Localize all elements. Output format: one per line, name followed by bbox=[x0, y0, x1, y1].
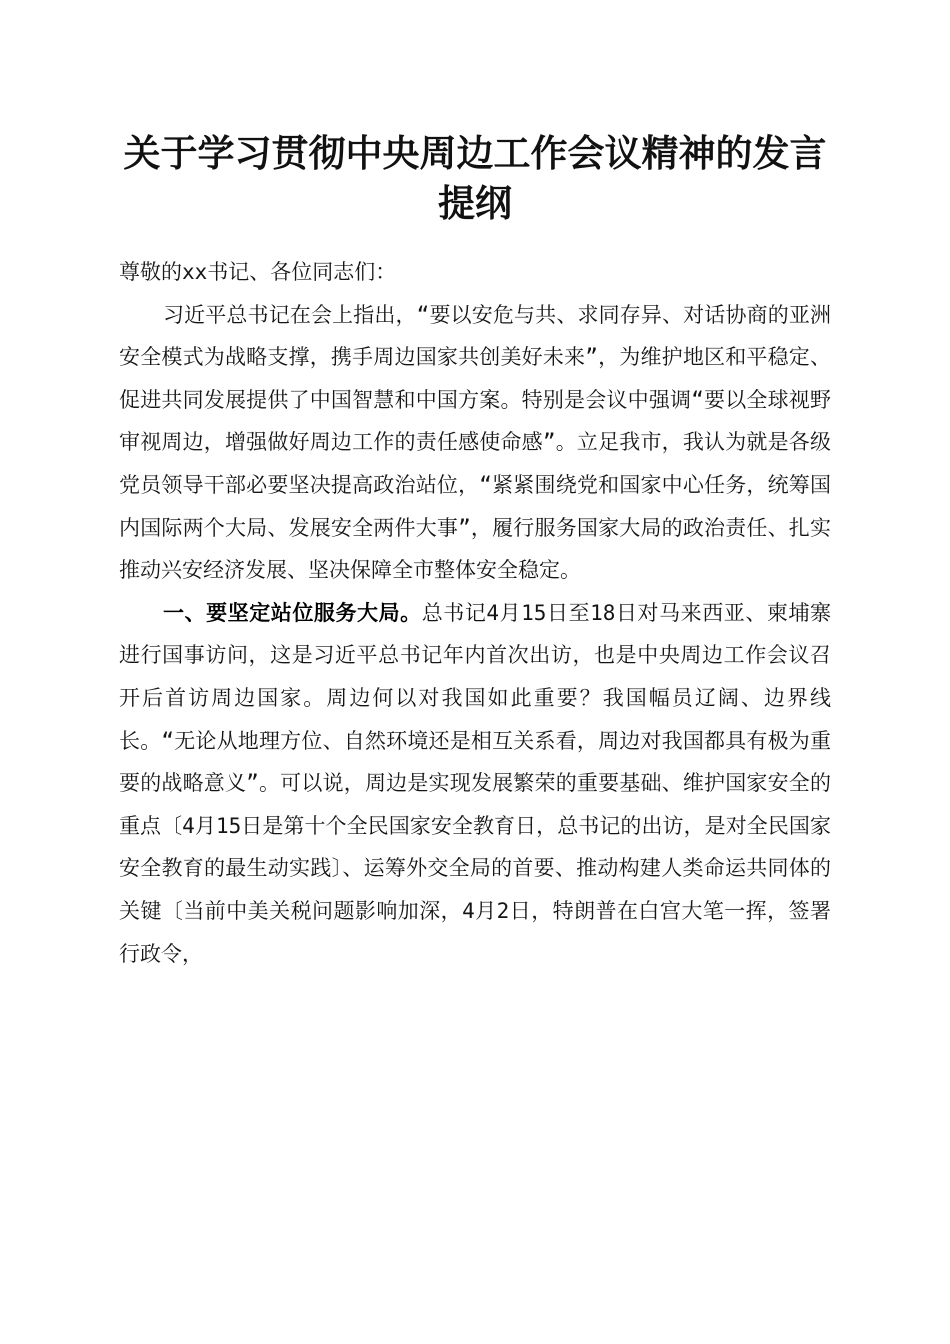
salutation: 尊敬的xx书记、各位同志们： bbox=[119, 260, 397, 284]
section-1-text: 总书记4月15日至18日对马来西亚、柬埔寨进行国事访问，这是习近平总书记年内首次出访，也是中央周边工作会议召开后首访周边国家。周边何以对我国如此重要？我国幅员辽阔、边界线长。“无论从地理方位、自然环境还是相互关系看，周边对我国都具有极为重要的战略意义”。可以说，周边是实现发展繁荣的重要基础、维护国家安全的重点〔4月15日是第十个全民国家安全教育日，总书记的出访，是对全民国家安全教育的最生动实践〕、运筹外交全局的首要、推动构建人类命运共同体的关键〔当前中美关税问题影响加深，4月2日，特朗普在白宫大笔一挥，签署行政令， bbox=[119, 600, 832, 966]
section-1-paragraph bbox=[119, 592, 831, 975]
intro-paragraph: 习近平总书记在会上指出，“要以安危与共、求同存异、对话协商的亚洲安全模式为战略支撑，携手周边国家共创美好未来”，为维护地区和平稳定、促进共同发展提供了中国智慧和中国方案。特别是会议中强调“要以全球视野审视周边，增强做好周边工作的责任感使命感”。立足我市，我认为就是各级党员领导干部必要坚决提高政治站位，“紧紧围绕党和国家中心任务，统筹国内国际两个大局、发展安全两件大事”，履行服务国家大局的政治责任、扎实推动兴安经济发展、坚决保障全市整体安全稳定。 bbox=[119, 302, 831, 583]
section-1-heading: 一、要坚定站位服务大局。 bbox=[163, 600, 422, 625]
document-title: 关于学习贯彻中央周边工作会议精神的发言提纲 bbox=[123, 131, 827, 225]
document-body bbox=[119, 251, 831, 975]
